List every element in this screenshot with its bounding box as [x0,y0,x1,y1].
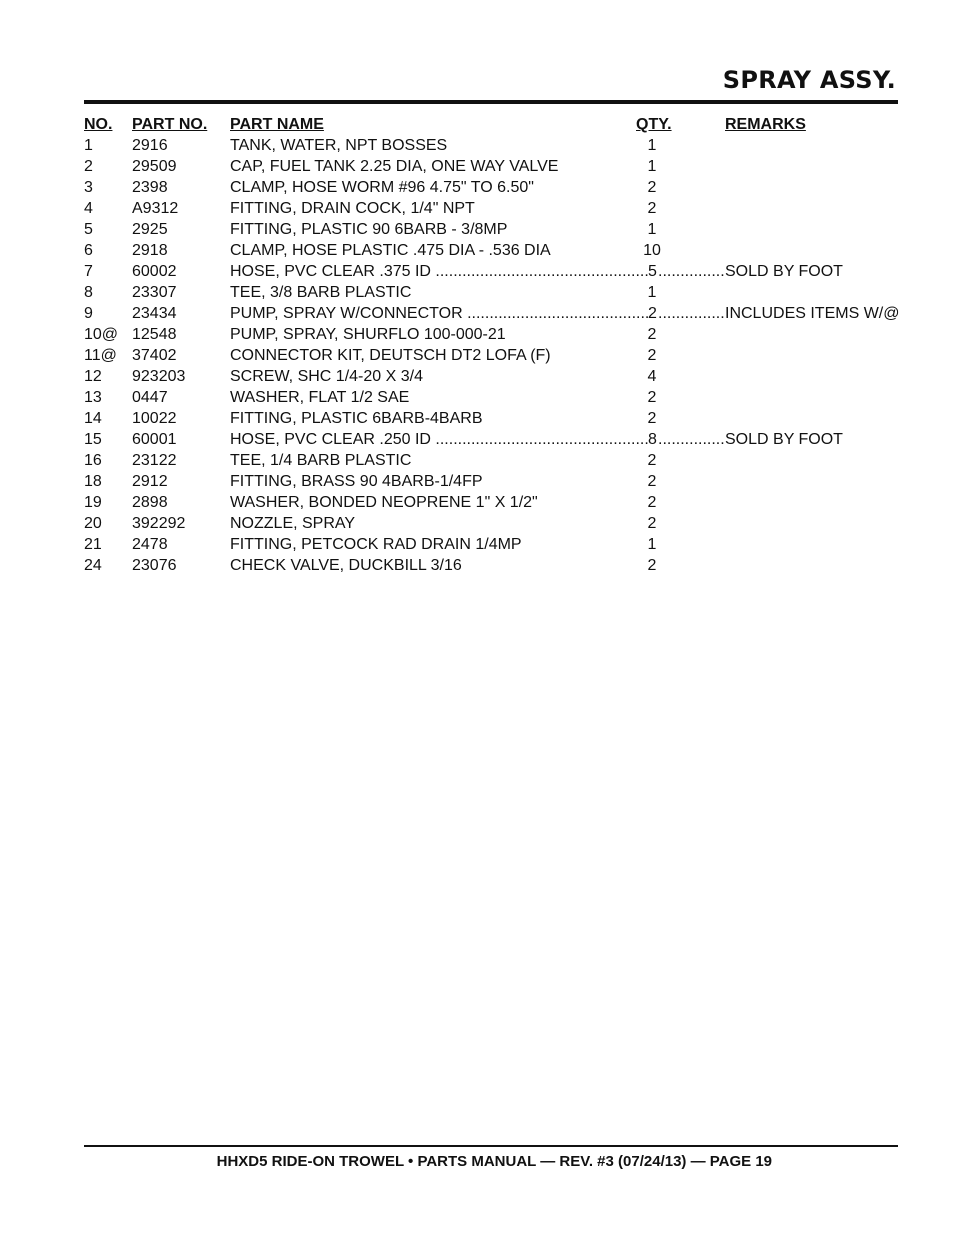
quantity: 2 [647,200,657,217]
part-name: PUMP, SPRAY W/CONNECTOR ..... [230,303,648,324]
table-row [84,303,898,324]
item-no: 13 [84,389,102,406]
part-number: A9312 [132,200,179,217]
quantity: 2 [647,452,657,469]
part-number: 2478 [132,536,168,553]
item-no: 8 [84,284,93,301]
item-no: 12 [84,368,102,385]
table-row [84,513,898,534]
quantity: 2 [647,494,657,511]
quantity: 2 [648,305,657,322]
table-row [84,345,898,366]
part-number: 0447 [132,389,168,406]
table-row [84,177,898,198]
parts-table [84,114,898,576]
part-name: TEE, 3/8 BARB PLASTIC [230,284,412,301]
table-row [84,408,898,429]
part-number: 2912 [132,473,168,490]
quantity: 2 [647,179,657,196]
item-no: 7 [84,263,93,280]
quantity: 2 [647,347,657,364]
item-no: 1 [84,137,93,154]
item-no: 21 [84,536,102,553]
part-name: WASHER, BONDED NEOPRENE 1" X 1/2" [230,494,538,511]
remarks: INCLUDES ITEMS W/@ [725,305,900,322]
remarks-leader [658,429,724,450]
part-name: CLAMP, HOSE PLASTIC .475 DIA - .536 DIA [230,242,551,259]
table-row [84,555,898,576]
part-name: HOSE, PVC CLEAR .375 ID ..... [230,261,648,282]
part-number: 29509 [132,158,177,175]
part-number: 60001 [132,431,177,448]
part-number: 923203 [132,368,186,385]
table-row [84,282,898,303]
item-no: 9 [84,305,93,322]
part-number: 23076 [132,557,177,574]
table-row [84,219,898,240]
table-body [84,135,898,576]
quantity: 1 [647,221,657,238]
part-number: 60002 [132,263,177,280]
part-name: CAP, FUEL TANK 2.25 DIA, ONE WAY VALVE [230,158,559,175]
quantity: 10 [643,242,661,259]
part-name: FITTING, DRAIN COCK, 1/4" NPT [230,200,475,217]
item-no: 18 [84,473,102,490]
remarks-leader [658,261,724,282]
part-name: FITTING, BRASS 90 4BARB-1/4FP [230,473,483,490]
part-name: WASHER, FLAT 1/2 SAE [230,389,410,406]
quantity: 2 [647,389,657,406]
table-row [84,156,898,177]
item-no: 14 [84,410,102,427]
part-name: SCREW, SHC 1/4-20 X 3/4 [230,368,423,385]
table-header [84,114,898,135]
column-header-no: NO. [84,116,113,133]
quantity: 2 [647,473,657,490]
table-row [84,198,898,219]
item-no: 3 [84,179,93,196]
part-number: 2918 [132,242,168,259]
remarks: SOLD BY FOOT [725,263,843,280]
part-number: 37402 [132,347,177,364]
quantity: 1 [647,536,657,553]
table-row [84,534,898,555]
table-row [84,324,898,345]
quantity: 2 [647,557,657,574]
item-no: 6 [84,242,93,259]
item-no: 20 [84,515,102,532]
part-number: 2398 [132,179,168,196]
quantity: 1 [647,284,657,301]
item-no: 4 [84,200,93,217]
quantity: 5 [648,263,657,280]
item-no: 2 [84,158,93,175]
quantity: 2 [647,326,657,343]
table-row [84,450,898,471]
item-no: 11@ [84,347,117,364]
column-header-remarks: REMARKS [725,116,806,133]
table-row [84,492,898,513]
part-number: 10022 [132,410,177,427]
part-name: FITTING, PETCOCK RAD DRAIN 1/4MP [230,536,522,553]
table-row [84,135,898,156]
item-no: 10@ [84,326,119,343]
item-no: 16 [84,452,102,469]
column-header-part-no: PART NO. [132,116,208,133]
item-no: 15 [84,431,102,448]
footer-rule [84,1145,898,1147]
table-row [84,387,898,408]
quantity: 2 [647,515,657,532]
table-row [84,471,898,492]
part-number: 392292 [132,515,186,532]
table-row [84,429,898,450]
table-row [84,261,898,282]
part-number: 23122 [132,452,177,469]
part-name: CHECK VALVE, DUCKBILL 3/16 [230,557,462,574]
quantity: 2 [647,410,657,427]
column-header-qty: QTY. [636,116,672,133]
part-name: NOZZLE, SPRAY [230,515,356,532]
page-footer: HHXD5 RIDE-ON TROWEL • PARTS MANUAL — REV. #3 (07/24/13) — PAGE 19 [216,1153,772,1170]
part-name: FITTING, PLASTIC 90 6BARB - 3/8MP [230,221,508,238]
title-rule [84,100,898,104]
quantity: 8 [648,431,657,448]
remarks: SOLD BY FOOT [725,431,843,448]
table-row [84,240,898,261]
part-name: CONNECTOR KIT, DEUTSCH DT2 LOFA (F) [230,347,551,364]
part-number: 2916 [132,137,168,154]
part-name: FITTING, PLASTIC 6BARB-4BARB [230,410,483,427]
part-name: CLAMP, HOSE WORM #96 4.75" TO 6.50" [230,179,534,196]
column-header-part-name: PART NAME [230,116,324,133]
page-title: SPRAY ASSY. [722,66,896,94]
part-name: PUMP, SPRAY, SHURFLO 100-000-21 [230,326,506,343]
part-name: HOSE, PVC CLEAR .250 ID ..... [230,429,648,450]
part-number: 23307 [132,284,177,301]
remarks-leader [658,303,724,324]
part-name: TEE, 1/4 BARB PLASTIC [230,452,412,469]
part-number: 2925 [132,221,168,238]
table-row [84,366,898,387]
quantity: 4 [647,368,657,385]
item-no: 24 [84,557,102,574]
part-name: TANK, WATER, NPT BOSSES [230,137,448,154]
item-no: 19 [84,494,102,511]
quantity: 1 [647,137,657,154]
part-number: 2898 [132,494,168,511]
part-number: 12548 [132,326,177,343]
quantity: 1 [647,158,657,175]
item-no: 5 [84,221,93,238]
part-number: 23434 [132,305,177,322]
